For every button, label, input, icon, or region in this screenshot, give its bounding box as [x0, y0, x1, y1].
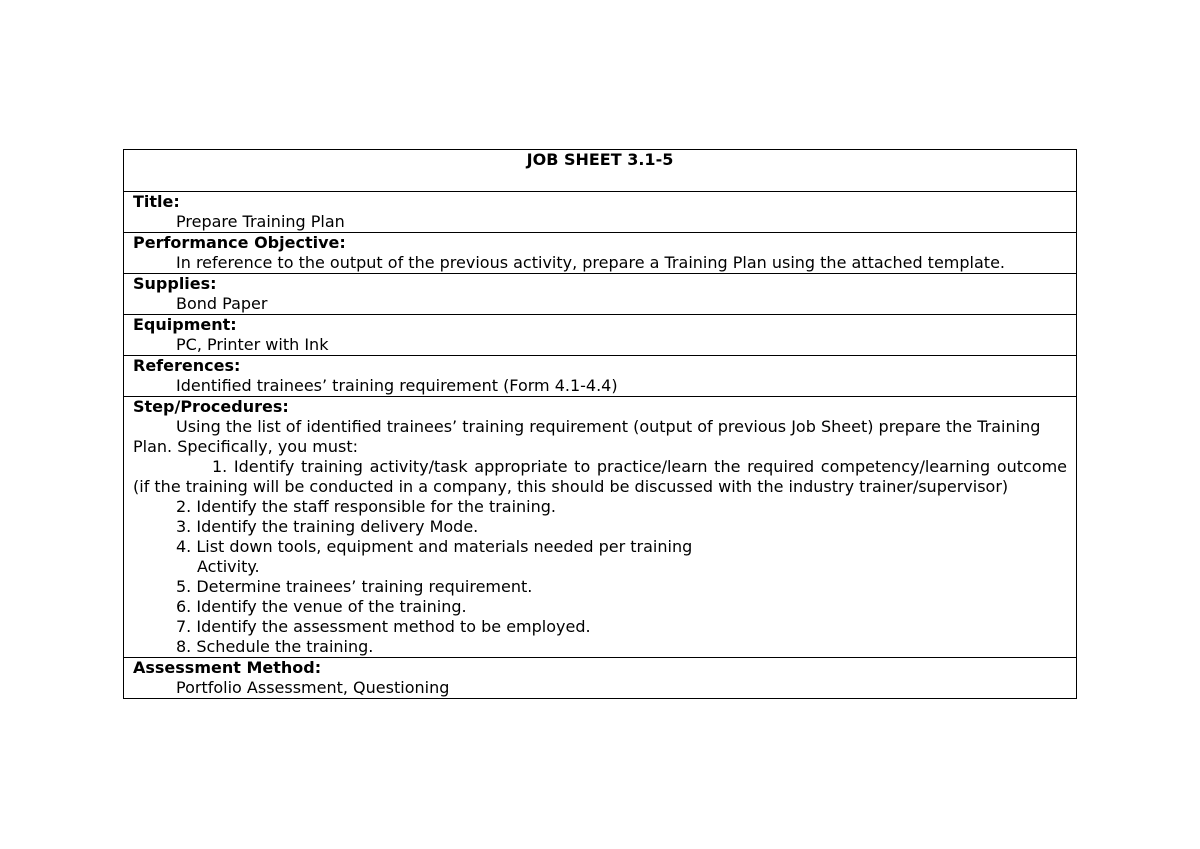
references-label: References: — [133, 356, 241, 375]
references-section — [124, 356, 1077, 397]
procedures-intro: Using the list of identified trainees’ training requirement (output of previous Job Sheet) prepare the Training Plan. Specifically, you must: — [133, 417, 1041, 456]
title-value: Prepare Training Plan — [176, 212, 345, 231]
assessment-label: Assessment Method: — [133, 658, 322, 677]
procedure-step-4-continued: Activity. — [197, 557, 260, 576]
objective-value: In reference to the output of the previous activity, prepare a Training Plan using the attached template. — [176, 253, 1005, 272]
assessment-value: Portfolio Assessment, Questioning — [176, 678, 450, 697]
job-sheet-table — [123, 149, 1077, 699]
procedures-section — [124, 397, 1077, 658]
procedure-step-5: 5. Determine trainees’ training requirement. — [176, 577, 533, 596]
title-section — [124, 192, 1077, 233]
objective-label: Performance Objective: — [133, 233, 346, 252]
procedure-step-6: 6. Identify the venue of the training. — [176, 597, 467, 616]
equipment-section — [124, 315, 1077, 356]
equipment-label: Equipment: — [133, 315, 237, 334]
supplies-section — [124, 274, 1077, 315]
procedure-step-2: 2. Identify the staff responsible for the training. — [176, 497, 557, 516]
supplies-value: Bond Paper — [176, 294, 268, 313]
title-label: Title: — [133, 192, 180, 211]
equipment-value: PC, Printer with Ink — [176, 335, 329, 354]
supplies-label: Supplies: — [133, 274, 217, 293]
procedure-step-1: 1. Identify training activity/task appropriate to practice/learn the required competency/learning outcome (if the training will be conducted in a company, this should be discussed with the industry trainer/supervisor) — [133, 457, 1067, 496]
procedure-step-7: 7. Identify the assessment method to be employed. — [176, 617, 591, 636]
procedure-step-8: 8. Schedule the training. — [176, 637, 374, 656]
objective-section — [124, 233, 1077, 274]
assessment-section — [124, 658, 1077, 699]
references-value: Identified trainees’ training requirement (Form 4.1-4.4) — [176, 376, 618, 395]
procedure-step-4: 4. List down tools, equipment and materials needed per training — [176, 537, 693, 556]
job-sheet-title: JOB SHEET 3.1-5 — [526, 150, 674, 169]
procedures-label: Step/Procedures: — [133, 397, 289, 416]
procedure-step-3: 3. Identify the training delivery Mode. — [176, 517, 479, 536]
job-sheet-title-cell — [124, 150, 1077, 192]
